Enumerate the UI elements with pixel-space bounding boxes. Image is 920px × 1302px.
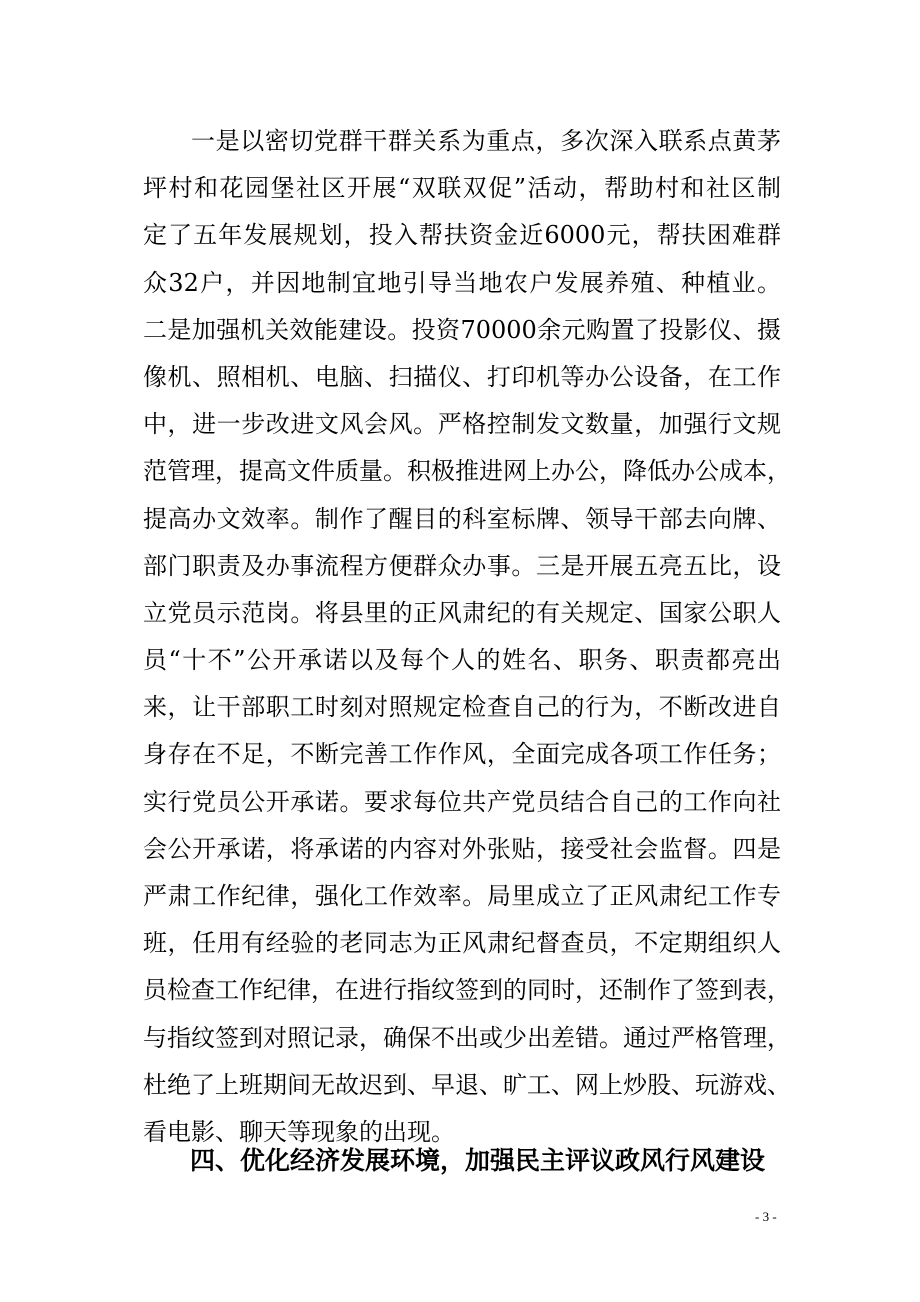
page-number: - 3 - [755, 1209, 777, 1224]
paragraph-line: 部门职责及办事流程方便群众办事。三是开展五亮五比，设 [143, 551, 781, 580]
paragraph-line: 定了五年发展规划，投入帮扶资金近6000元，帮扶困难群 [143, 221, 781, 250]
paragraph-line: 范管理，提高文件质量。积极推进网上办公，降低办公成本， [143, 457, 791, 486]
paragraph-line: 员检查工作纪律，在进行指纹签到的同时，还制作了签到表， [143, 976, 791, 1005]
paragraph-line: 会公开承诺，将承诺的内容对外张贴，接受社会监督。四是 [143, 834, 781, 863]
paragraph-line: 中，进一步改进文风会风。严格控制发文数量，加强行文规 [143, 410, 781, 439]
paragraph-line: 班，任用有经验的老同志为正风肃纪督查员，不定期组织人 [143, 929, 781, 958]
paragraph-line: 看电影、聊天等现象的出现。 [143, 1117, 455, 1146]
paragraph-line: 立党员示范岗。将县里的正风肃纪的有关规定、国家公职人 [143, 598, 781, 627]
paragraph-line: 身存在不足，不断完善工作作风，全面完成各项工作任务； [143, 740, 781, 769]
paragraph-line: 与指纹签到对照记录，确保不出或少出差错。通过严格管理， [143, 1023, 791, 1052]
paragraph-line: 坪村和花园堡社区开展“双联双促”活动，帮助村和社区制 [143, 174, 781, 203]
paragraph-line: 实行党员公开承诺。要求每位共产党员结合自己的工作向社 [143, 787, 781, 816]
paragraph-line: 提高办文效率。制作了醒目的科室标牌、领导干部去向牌、 [143, 504, 781, 533]
paragraph-line: 来，让干部职工时刻对照规定检查自己的行为，不断改进自 [143, 693, 781, 722]
paragraph-line: 二是加强机关效能建设。投资70000余元购置了投影仪、摄 [143, 315, 781, 344]
section-heading: 四、优化经济发展环境，加强民主评议政风行风建设 [190, 1146, 766, 1175]
paragraph-line: 严肃工作纪律，强化工作效率。局里成立了正风肃纪工作专 [143, 882, 781, 910]
paragraph-line: 杜绝了上班期间无故迟到、早退、旷工、网上炒股、玩游戏、 [143, 1070, 791, 1099]
paragraph-line: 员“十不”公开承诺以及每个人的姓名、职务、职责都亮出 [143, 646, 781, 675]
paragraph-line: 像机、照相机、电脑、扫描仪、打印机等办公设备，在工作 [143, 362, 781, 391]
paragraph-line: 一是以密切党群干群关系为重点，多次深入联系点黄茅 [191, 127, 781, 155]
body-paragraph [143, 118, 791, 1156]
paragraph-line: 众32户，并因地制宜地引导当地农户发展养殖、种植业。 [143, 268, 781, 297]
